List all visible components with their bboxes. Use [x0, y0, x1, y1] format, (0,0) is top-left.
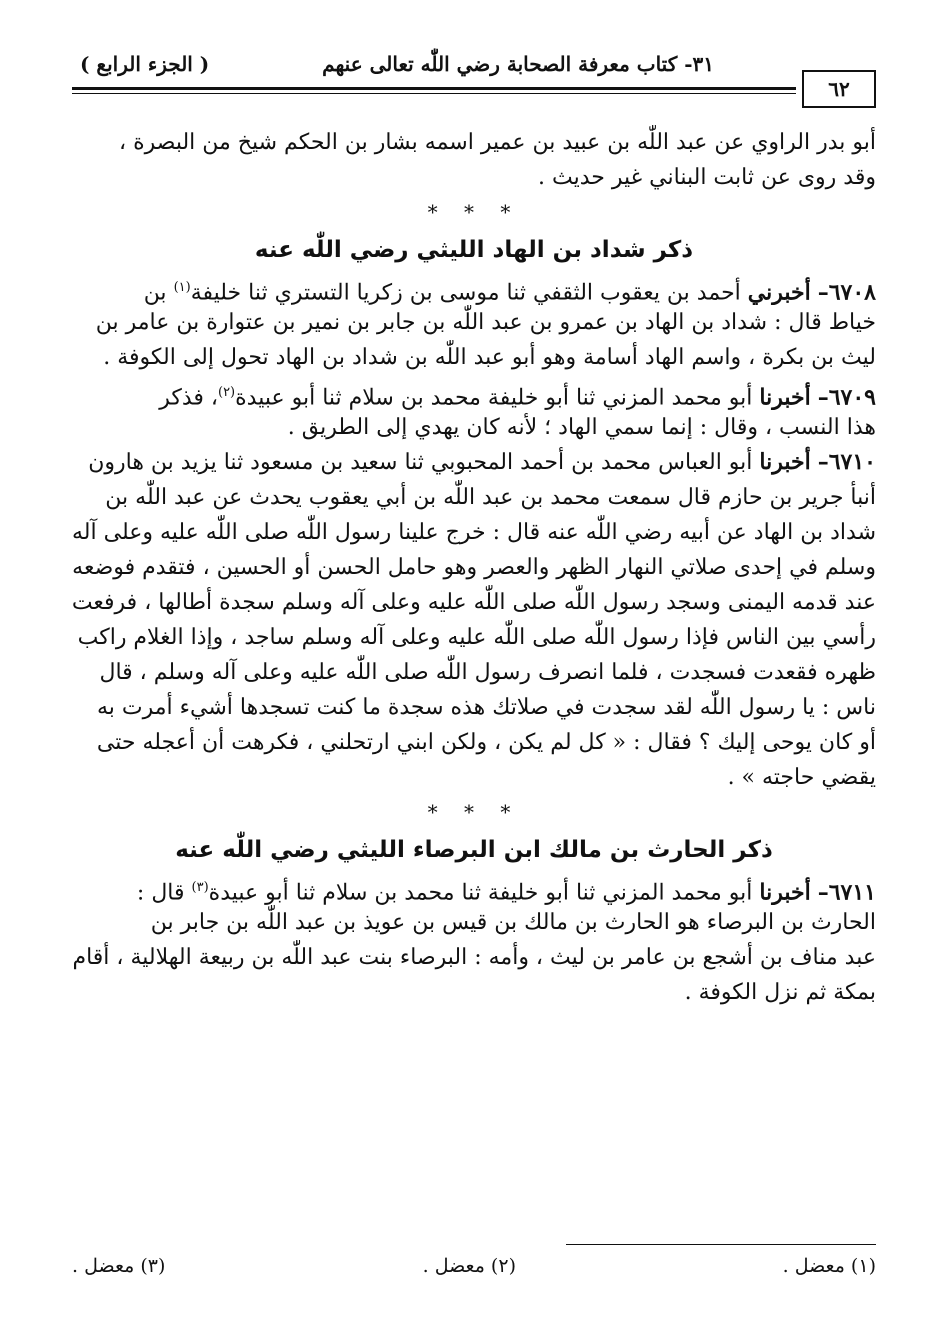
hadith-number: ٦٧٠٩– — [817, 384, 876, 410]
page-header — [72, 48, 876, 101]
text-line: عند قدمه اليمنى وسجد رسول اللّٰه صلى اللّٰه عليه وعلى آله وسلم سجدة أطالها ، فرفعت — [72, 590, 876, 615]
text-line: شداد بن الهاد عن أبيه رضي اللّٰه عنه قال : خرج علينا رسول اللّٰه صلى اللّٰه عليه وعلى آله — [72, 520, 876, 545]
text-line: عبد مناف بن أشجع بن عامر بن ليث ، وأمه : البرصاء بنت عبد اللّٰه بن ربيعة الهلالية ، أقام — [72, 945, 876, 970]
hadith-6711-first-line — [72, 870, 876, 905]
header-rule-thin — [72, 93, 796, 94]
hadith-text: أبو العباس محمد بن أحمد المحبوبي ثنا سعيد بن مسعود ثنا يزيد بن هارون — [88, 450, 753, 475]
footnote-2: (٢) معضل . — [422, 1255, 516, 1277]
footnotes — [72, 1255, 876, 1285]
hadith-6708-first-line — [72, 270, 876, 305]
text-line: بمكة ثم نزل الكوفة . — [684, 980, 876, 1005]
text-line: أنبأ جرير بن حازم قال سمعت محمد بن عبد اللّٰه بن أبي يعقوب يحدث عن عبد اللّٰه بن — [105, 485, 876, 510]
text-line: يقضي حاجته » . — [727, 765, 876, 790]
text-line: ليث بن بكرة ، واسم الهاد أسامة وهو أبو عبد اللّٰه بن شداد بن الهاد تحول إلى الكوفة . — [103, 345, 876, 370]
text-line: أبو بدر الراوي عن عبد اللّٰه بن عبيد بن عمير اسمه بشار بن الحكم شيخ من البصرة ، — [118, 130, 876, 155]
footnote-1: (١) معضل . — [782, 1255, 876, 1277]
hadith-text: ، فذكر — [159, 385, 218, 410]
hadith-6710-first-line — [72, 445, 876, 480]
section-separator: * * * — [427, 800, 521, 824]
text-line: وسلم في إحدى صلاتي النهار الظهر والعصر وهو حامل الحسن أو الحسين ، فتقدم فوضعه — [72, 555, 876, 580]
text-line: رأسي بين الناس فإذا رسول اللّٰه صلى اللّٰه عليه وعلى آله وسلم ساجد ، وإذا الغلام راكب — [77, 625, 876, 650]
footnote-ref: (٢) — [217, 385, 236, 400]
hadith-number: ٦٧١٠– — [817, 449, 876, 475]
volume-label: ( الجزء الرابع ) — [80, 52, 210, 76]
text-line: الحارث بن البرصاء هو الحارث بن مالك بن قيس بن عويذ بن عبد اللّٰه بن جابر بن — [150, 910, 876, 935]
text-line: خياط قال : شداد بن الهاد بن عمرو بن عبد اللّٰه بن جابر بن نمير بن عتوارة بن عامر بن — [95, 310, 876, 335]
main-text — [72, 125, 876, 1010]
hadith-lead: أخبرنا — [759, 449, 811, 475]
hadith-text: أبو محمد المزني ثنا أبو خليفة محمد بن سلام ثنا أبو عبيدة — [235, 385, 753, 410]
text-line: وقد روى عن ثابت البناني غير حديث . — [538, 165, 876, 190]
hadith-6709-first-line — [72, 375, 876, 410]
hadith-number: ٦٧٠٨– — [817, 279, 876, 305]
section-heading: ذكر الحارث بن مالك ابن البرصاء الليثي رضي اللّٰه عنه — [175, 837, 773, 863]
hadith-text: قال : — [136, 880, 192, 905]
hadith-text: أحمد بن يعقوب الثقفي ثنا موسى بن زكريا التستري ثنا خليفة — [190, 280, 741, 305]
text-line: ناس : يا رسول اللّٰه لقد سجدت في صلاتك هذه سجدة ما كنت تسجدها أشيء أمرت به — [97, 695, 876, 720]
footnote-ref: (١) — [173, 280, 191, 295]
text-line: أو كان يوحى إليك ؟ فقال : « كل لم يكن ، ولكن ابني ارتحلني ، فكرهت أن أعجله حتى — [96, 730, 876, 755]
text-line: هذا النسب ، وقال : إنما سمي الهاد ؛ لأنه كان يهدي إلى الطريق . — [287, 415, 876, 440]
hadith-number: ٦٧١١– — [817, 879, 876, 905]
footnote-rule — [566, 1244, 876, 1245]
hadith-text: بن — [143, 280, 174, 305]
text-line: ظهره فقعدت فسجدت ، فلما انصرف رسول اللّٰه صلى اللّٰه عليه وعلى آله وسلم ، قال — [99, 660, 876, 685]
footnote-3: (٣) معضل . — [72, 1255, 166, 1277]
section-separator: * * * — [427, 200, 521, 224]
footnote-ref: (٣) — [191, 880, 209, 895]
header-rule-thick — [72, 87, 796, 90]
running-title: ٣١- كتاب معرفة الصحابة رضي اللّٰه تعالى عنهم — [322, 52, 714, 76]
section-heading: ذكر شداد بن الهاد الليثي رضي اللّٰه عنه — [254, 237, 694, 263]
hadith-lead: أخبرنا — [759, 384, 811, 410]
hadith-text: أبو محمد المزني ثنا أبو خليفة ثنا محمد بن سلام ثنا أبو عبيدة — [208, 880, 753, 905]
hadith-lead: أخبرني — [747, 279, 811, 305]
page-number: ٦٢ — [802, 70, 876, 108]
hadith-lead: أخبرنا — [759, 879, 811, 905]
